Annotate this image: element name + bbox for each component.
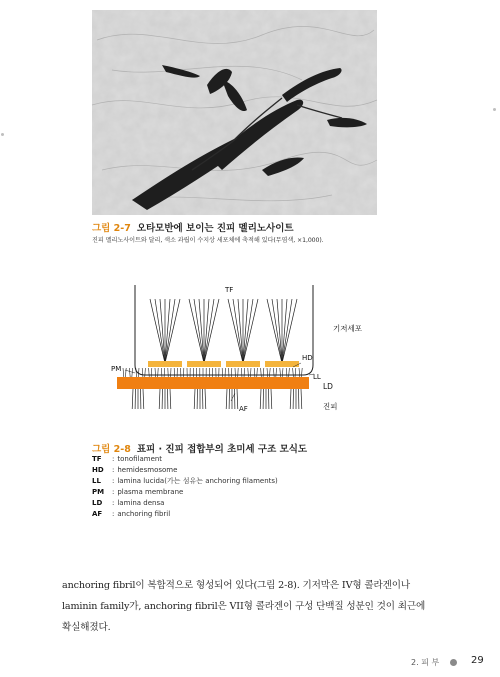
label-tf: TF [225,286,234,294]
anchoring-fibril [132,389,133,409]
legend-item: LD : lamina densa [92,499,165,507]
anchoring-filament [273,368,274,377]
label-dermis: 진피 [323,402,338,411]
anchoring-fibril [226,389,227,409]
anchoring-filament [267,368,268,377]
anchoring-filament [254,368,255,377]
label-ld: LD [323,382,333,391]
anchoring-fibril [143,389,144,409]
body-line-2: laminin family가, anchoring fibril은 VII형 콜라겐이 구성 단백질 성분인 것이 최근에 [62,601,426,612]
anchoring-filament [161,368,162,377]
anchoring-fibril [271,389,272,409]
anchoring-filament [241,368,242,377]
anchoring-fibril [301,389,302,409]
figure-2-7-number: 그림 2-7 [92,223,131,234]
anchoring-filament [123,368,124,377]
legend-item: TF : tonofilament [92,455,163,463]
figure-2-7-caption [92,220,294,234]
anchoring-fibril [194,389,195,409]
tonofilament-strand [282,299,292,363]
label-hd: HD [302,354,313,362]
label-ll: LL [313,373,321,381]
anchoring-filament [158,368,159,377]
anchoring-filament [244,368,245,377]
anchoring-filament [136,368,137,377]
figure-2-7-title: 오타모반에 보이는 진피 멜리노사이트 [136,223,294,234]
tonofilament-strand [243,299,253,363]
legend-item: AF : anchoring fibril [92,510,171,518]
page-number: 29 [471,655,484,666]
micrograph-image [92,10,377,215]
anchoring-fibril [205,389,206,409]
anchoring-filament [149,368,150,377]
anchoring-filament [250,368,251,377]
hemidesmosome-plaque [148,361,182,367]
anchoring-filament [289,368,290,377]
anchoring-filament [263,368,264,377]
figure-2-8-number: 그림 2-8 [92,444,131,455]
tonofilament-strand [272,299,282,363]
anchoring-fibril [290,389,291,409]
tonofilament-strand [204,299,214,363]
anchoring-filament [151,368,152,377]
legend-item: HD : hemidesmosome [92,466,178,474]
figure-2-7-subtitle: 진피 멜리노사이트와 달리, 색소 과립이 수지상 세포체에 축적해 있다(무염색, ×1,000). [92,237,324,244]
figure-2-8-title: 표피 · 진피 접합부의 초미세 구조 모식도 [136,444,308,455]
anchoring-filament [295,368,296,377]
anchoring-filament [138,368,139,377]
anchoring-filament [299,368,300,377]
figure-2-8-caption [92,441,307,455]
tonofilament-bundles [150,299,297,363]
margin-dot-icon [493,108,496,111]
anchoring-filament [261,368,262,377]
anchoring-fibril [260,389,261,409]
anchoring-filament [248,368,249,377]
margin-dot-icon [1,133,4,136]
label-basal-cell: 기저세포 [333,324,362,333]
anchoring-filament [142,368,143,377]
anchoring-filaments [123,368,302,377]
legend-item: LL : lamina lucida(가는 섬유는 anchoring filaments) [92,477,278,485]
anchoring-fibrils [132,389,302,409]
legend-item: PM : plasma membrane [92,488,184,496]
lamina-densa-bar [117,377,309,389]
anchoring-filament [155,368,156,377]
junction-diagram [111,285,385,430]
anchoring-fibril [237,389,238,409]
tonofilament-strand [165,299,175,363]
hemidesmosome-plaque [187,361,221,367]
tonofilament-strand [233,299,243,363]
anchoring-filament [145,368,146,377]
hemidesmosomes [148,361,299,367]
chapter-label: 2. 피 부 [411,658,440,667]
anchoring-filament [280,368,281,377]
anchoring-filament [125,368,126,377]
anchoring-fibril [159,389,160,409]
body-line-1: anchoring fibril이 복합적으로 형성되어 있다(그림 2-8). 기저막은 IV형 콜라겐이나 [62,580,410,591]
anchoring-filament [129,368,130,377]
hemidesmosome-plaque [265,361,299,367]
tonofilament-strand [194,299,204,363]
anchoring-fibril [170,389,171,409]
anchoring-filament [286,368,287,377]
hemidesmosome-plaque [226,361,260,367]
anchoring-filament [269,368,270,377]
tonofilament-strand [155,299,165,363]
anchoring-filament [301,368,302,377]
footer-dot-icon [450,659,457,666]
anchoring-filament [257,368,258,377]
anchoring-filament [293,368,294,377]
abbreviation-legend [92,454,278,520]
anchoring-filament [238,368,239,377]
body-line-3: 확실해졌다. [62,622,111,633]
label-af: AF [239,405,248,413]
anchoring-filament [282,368,283,377]
anchoring-filament [276,368,277,377]
label-pm: PM [111,365,122,373]
